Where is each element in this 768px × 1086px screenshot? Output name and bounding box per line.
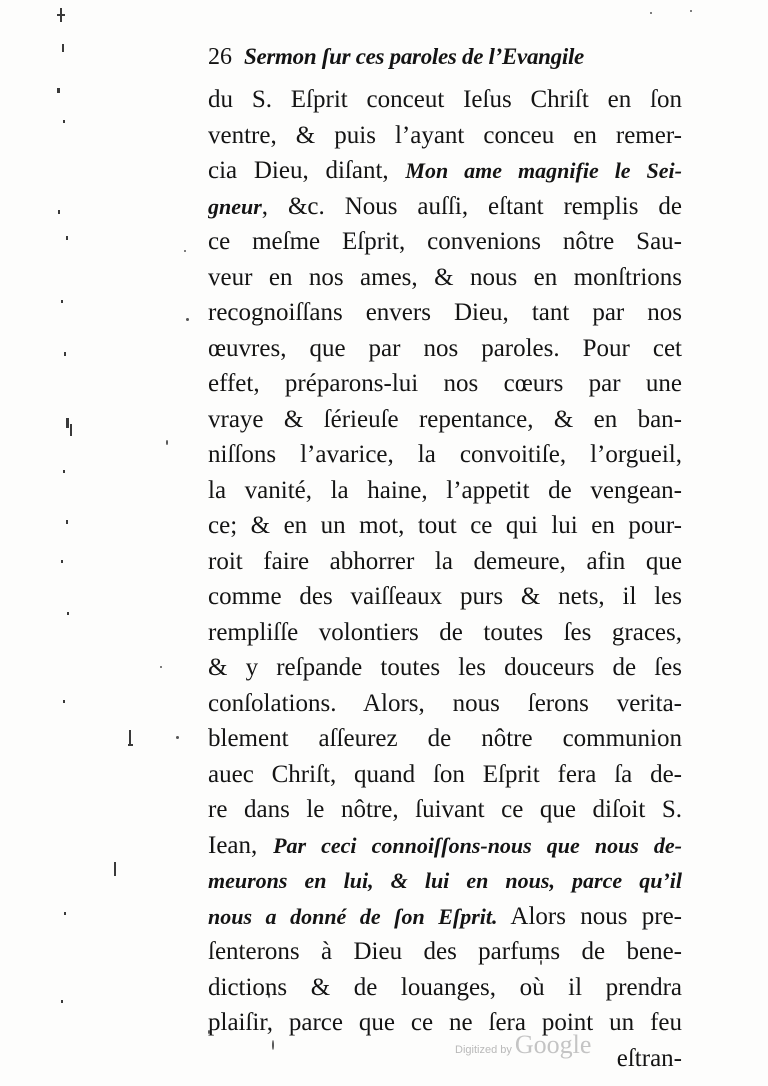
text-line [208,899,682,935]
text-segment: du S. Eſprit conceut Ieſus Chriſt en ſon [208,86,682,113]
text-segment: veur en nos ames, & nous en monſtrions [208,263,682,291]
text-segment: auec Chriſt, quand ſon Eſprit fera ſa de- [208,760,682,788]
body-text [208,82,682,1076]
text-segment: ventre, & puis l’ayant conceu en remer- [208,121,682,149]
text-line [208,650,682,686]
text-line [208,260,682,296]
text-segment: recognoiſſans envers Dieu, tant par nos [208,299,682,326]
text-line [208,970,682,1006]
page-header [208,44,638,80]
text-line [208,189,682,225]
text-segment: eſtran- [616,1044,682,1072]
ink-speck [176,736,179,739]
text-segment: Alors nous pre- [497,902,682,930]
text-segment: roit faire abhorrer la demeure, afin que [208,547,682,575]
text-line [208,934,682,970]
text-line [208,544,682,580]
text-line [208,863,682,899]
text-line [208,331,682,367]
italic-quotation: gneur [208,193,262,219]
text-line [208,224,682,260]
text-line [208,615,682,651]
text-segment: niſſons l’avarice, la convoitiſe, l’orgueil, [208,441,682,468]
text-line [208,118,682,154]
ink-speck [186,318,189,321]
digitization-watermark [455,1030,591,1060]
ink-speck [650,12,652,14]
italic-quotation: nous a donné de ſon Eſprit. [208,903,498,929]
text-segment: dictions & de louanges, où il prendra [208,973,682,1001]
italic-quotation: meurons en lui, & lui en nous, parce qu’il [208,868,682,893]
text-segment: rempliſſe volontiers de toutes ſes graces, [208,618,682,646]
text-line [208,295,682,331]
text-line [208,686,682,722]
page-edge-marks [0,0,140,1086]
running-head: Sermon ſur ces paroles de l’Evangile [244,44,584,69]
text-line [208,579,682,615]
text-segment: blement aſſeurez de nôtre communion [208,725,682,752]
text-line [208,402,682,438]
text-segment: comme des vaiſſeaux purs & nets, il les [208,583,682,610]
text-segment: œuvres, que par nos paroles. Pour cet [208,334,682,362]
text-segment: la vanité, la haine, l’appetit de vengean- [208,476,682,504]
text-line [208,366,682,402]
ink-speck [166,440,168,445]
text-line [208,721,682,757]
ink-speck [160,666,162,668]
text-line [208,1005,682,1041]
page-number: 26 [208,44,232,70]
text-segment: ce meſme Eſprit, convenions nôtre Sau- [208,228,682,255]
italic-quotation: Mon ame magnifie le Sei- [405,158,682,183]
ink-speck [690,10,692,12]
text-line [208,792,682,828]
text-line [208,82,682,118]
text-line [208,757,682,793]
text-segment: & y reſpande toutes les douceurs de ſes [208,654,682,681]
watermark-brand: Google [514,1030,592,1059]
italic-quotation: Par ceci connoiſſons-nous que nous de- [273,832,682,858]
text-line [208,153,682,189]
text-segment: ſenterons à Dieu des parfums de bene- [208,938,682,965]
text-line [208,473,682,509]
text-segment: re dans le nôtre, ſuivant ce que diſoit S. [208,796,682,823]
text-segment: ce; & en un mot, tout ce qui lui en pour- [208,512,682,539]
text-segment: effet, préparons-lui nos cœurs par une [208,370,682,397]
text-segment: , &c. Nous auſſi, eſtant remplis de [261,192,682,220]
watermark-prefix: Digitized by [455,1044,512,1056]
text-segment: plaiſir, parce que ce ne ſera point un feu [208,1009,682,1036]
text-segment: vraye & ſérieuſe repentance, & en ban- [208,405,682,433]
text-segment: cia Dieu, diſant, [208,157,406,184]
text-segment: conſolations. Alors, nous ſerons verita- [208,689,682,717]
text-line [208,508,682,544]
text-line [208,437,682,473]
text-segment: Iean, [208,831,274,859]
text-line [208,1041,682,1077]
ink-speck [184,250,186,252]
text-line [208,828,682,864]
